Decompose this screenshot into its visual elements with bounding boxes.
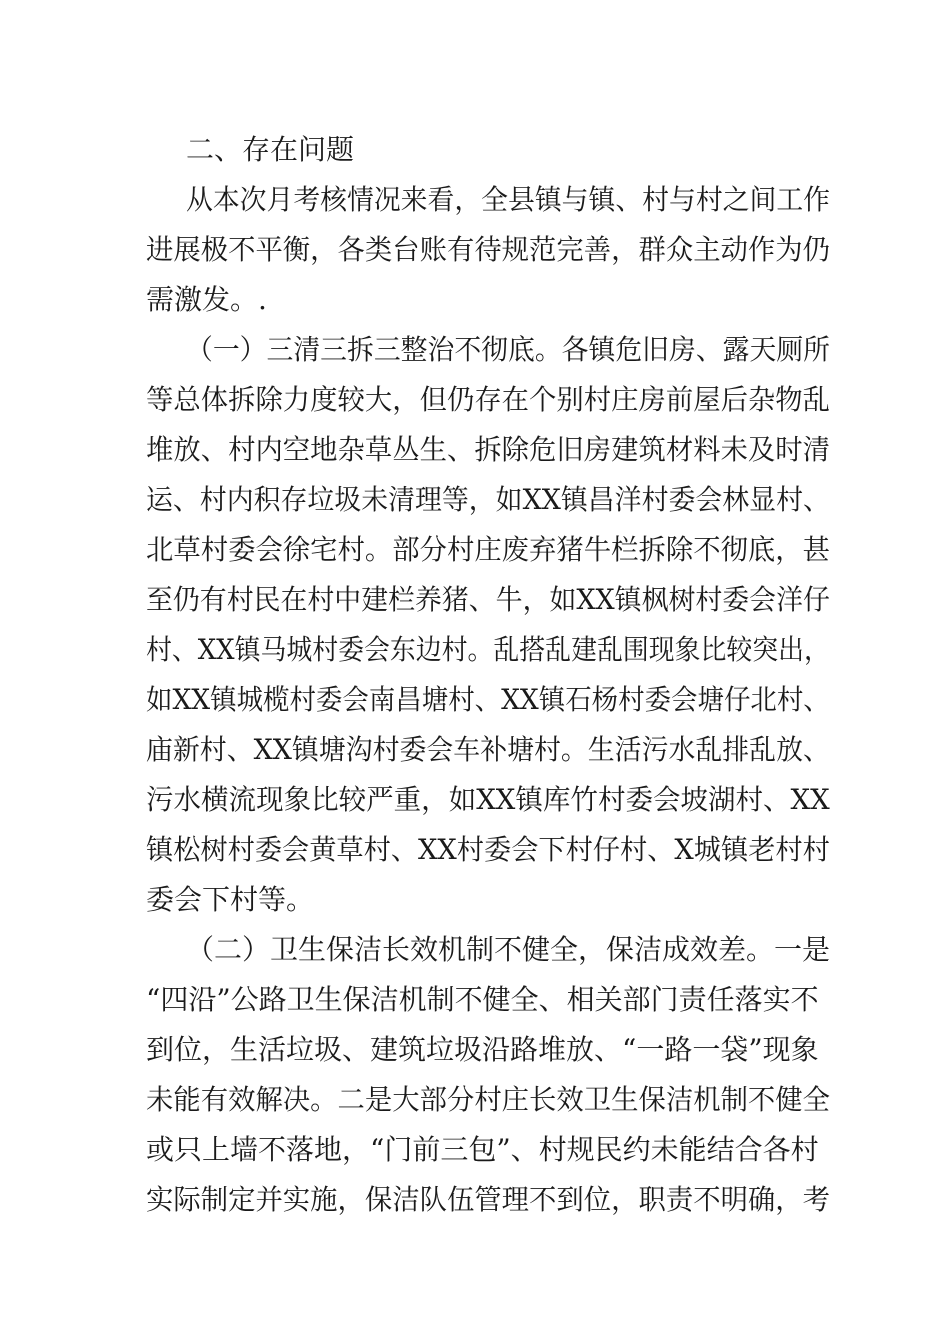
- text-line: 从本次月考核情况来看，全县镇与镇、村与村之间工作: [186, 183, 831, 216]
- section-heading: 二、存在问题: [186, 133, 355, 166]
- text-line: 等总体拆除力度较大，但仍存在个别村庄房前屋后杂物乱: [146, 383, 831, 416]
- text-line: 如XX镇城榄村委会南昌塘村、XX镇石杨村委会塘仔北村、: [146, 683, 830, 716]
- text-line: 污水横流现象比较严重，如XX镇库竹村委会坡湖村、XX: [146, 783, 830, 816]
- text-line: 至仍有村民在村中建栏养猪、牛，如XX镇枫树村委会洋仔: [146, 583, 830, 616]
- text-line: 村、XX镇马城村委会东边村。乱搭乱建乱围现象比较突出，: [146, 633, 830, 666]
- text-line: （一）三清三拆三整治不彻底。各镇危旧房、露天厕所: [186, 333, 831, 366]
- text-line: 需激发。.: [146, 283, 267, 316]
- text-line: 或只上墙不落地，“门前三包”、村规民约未能结合各村: [146, 1133, 819, 1166]
- text-line: （二）卫生保洁长效机制不健全，保洁成效差。一是: [186, 933, 831, 966]
- text-line: “四沿”公路卫生保洁机制不健全、相关部门责任落实不: [146, 983, 819, 1016]
- text-line: 庙新村、XX镇塘沟村委会车补塘村。生活污水乱排乱放、: [146, 733, 830, 766]
- text-line: 运、村内积存垃圾未清理等，如XX镇昌洋村委会林显村、: [146, 483, 830, 516]
- text-line: 进展极不平衡，各类台账有待规范完善，群众主动作为仍: [146, 233, 831, 266]
- text-line: 北草村委会徐宅村。部分村庄废弃猪牛栏拆除不彻底，甚: [146, 533, 831, 566]
- text-line: 到位，生活垃圾、建筑垃圾沿路堆放、“一路一袋”现象: [146, 1033, 819, 1066]
- text-line: 堆放、村内空地杂草丛生、拆除危旧房建筑材料未及时清: [146, 433, 831, 466]
- text-line: 委会下村等。: [146, 883, 315, 916]
- text-line: 实际制定并实施，保洁队伍管理不到位，职责不明确，考: [146, 1183, 831, 1216]
- text-line: 镇松树村委会黄草村、XX村委会下村仔村、X城镇老村村: [146, 833, 830, 866]
- text-line: 未能有效解决。二是大部分村庄长效卫生保洁机制不健全: [146, 1083, 831, 1116]
